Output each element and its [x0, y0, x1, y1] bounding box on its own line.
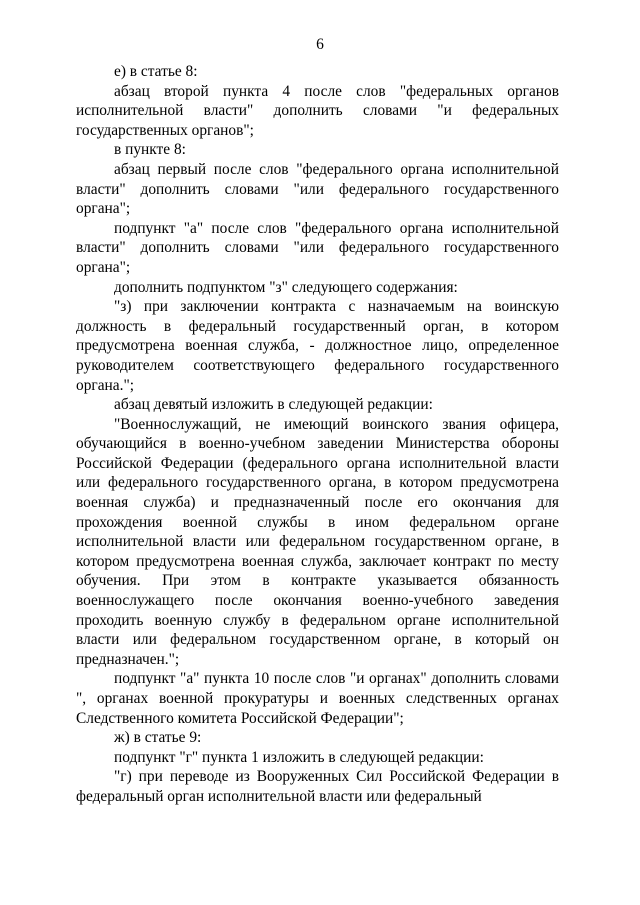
- section-e-heading: е) в статье 8:: [114, 63, 198, 80]
- paragraph-subpoint-g-text: "г) при переводе из Вооруженных Сил Российской Федерации в федеральный орган исполнительной власти или федеральный: [76, 768, 559, 805]
- paragraph-point-10-amendment: подпункт "а" пункта 10 после слов "и органах" дополнить словами ", органах военной прокуратуры и военных следственных органах Следственного комитета Российской Федерации";: [76, 670, 559, 727]
- paragraph-point-8-heading: в пункте 8:: [114, 141, 186, 159]
- page-number: 6: [316, 36, 324, 53]
- document-body: [76, 62, 559, 807]
- paragraph-subpoint-z-text: "з) при заключении контракта с назначаемым на воинскую должность в федеральный государственный орган, в котором предусмотрена военная служба, - должностное лицо, определенное руководителем соответствующего федерального государственного органа.";: [76, 298, 559, 394]
- paragraph-add-subpoint-z: дополнить подпунктом "з" следующего содержания:: [114, 278, 458, 296]
- paragraph-ninth-abzac-text: "Военнослужащий, не имеющий воинского звания офицера, обучающийся в военно-учебном заведении Министерства обороны Российской Федерации (федерального органа исполнительной власти или федерального государственного органа, в котором предусмотрена военная служба) и предназначенный после его окончания для прохождения военной службы в ином федеральном органе исполнительной власти или федеральном государственном органе, в котором предусмотрена военная служба, заключает контракт по месту обучения. При этом в контракте указывается обязанность военнослужащего после окончания военно-учебного заведения проходить военную службу в федеральном органе исполнительной власти или федеральном государственном органе, в который он предназначен.";: [76, 415, 559, 668]
- paragraph-first-abzac: абзац первый после слов "федерального органа исполнительной власти" дополнить словами "или федерального государственного органа";: [76, 160, 559, 218]
- paragraph-ninth-abzac-heading: абзац девятый изложить в следующей редакции:: [114, 396, 433, 414]
- section-zh-heading: ж) в статье 9:: [114, 729, 202, 747]
- paragraph-subpoint-g-heading: подпункт "г" пункта 1 изложить в следующей редакции:: [114, 748, 484, 766]
- paragraph-amendment-point-4: абзац второй пункта 4 после слов "федеральных органов исполнительной власти" дополнить словами "и федеральных государственных органов";: [76, 82, 559, 139]
- paragraph-subpoint-a: подпункт "а" после слов "федерального органа исполнительной власти" дополнить словами "или федерального государственного органа";: [76, 219, 559, 276]
